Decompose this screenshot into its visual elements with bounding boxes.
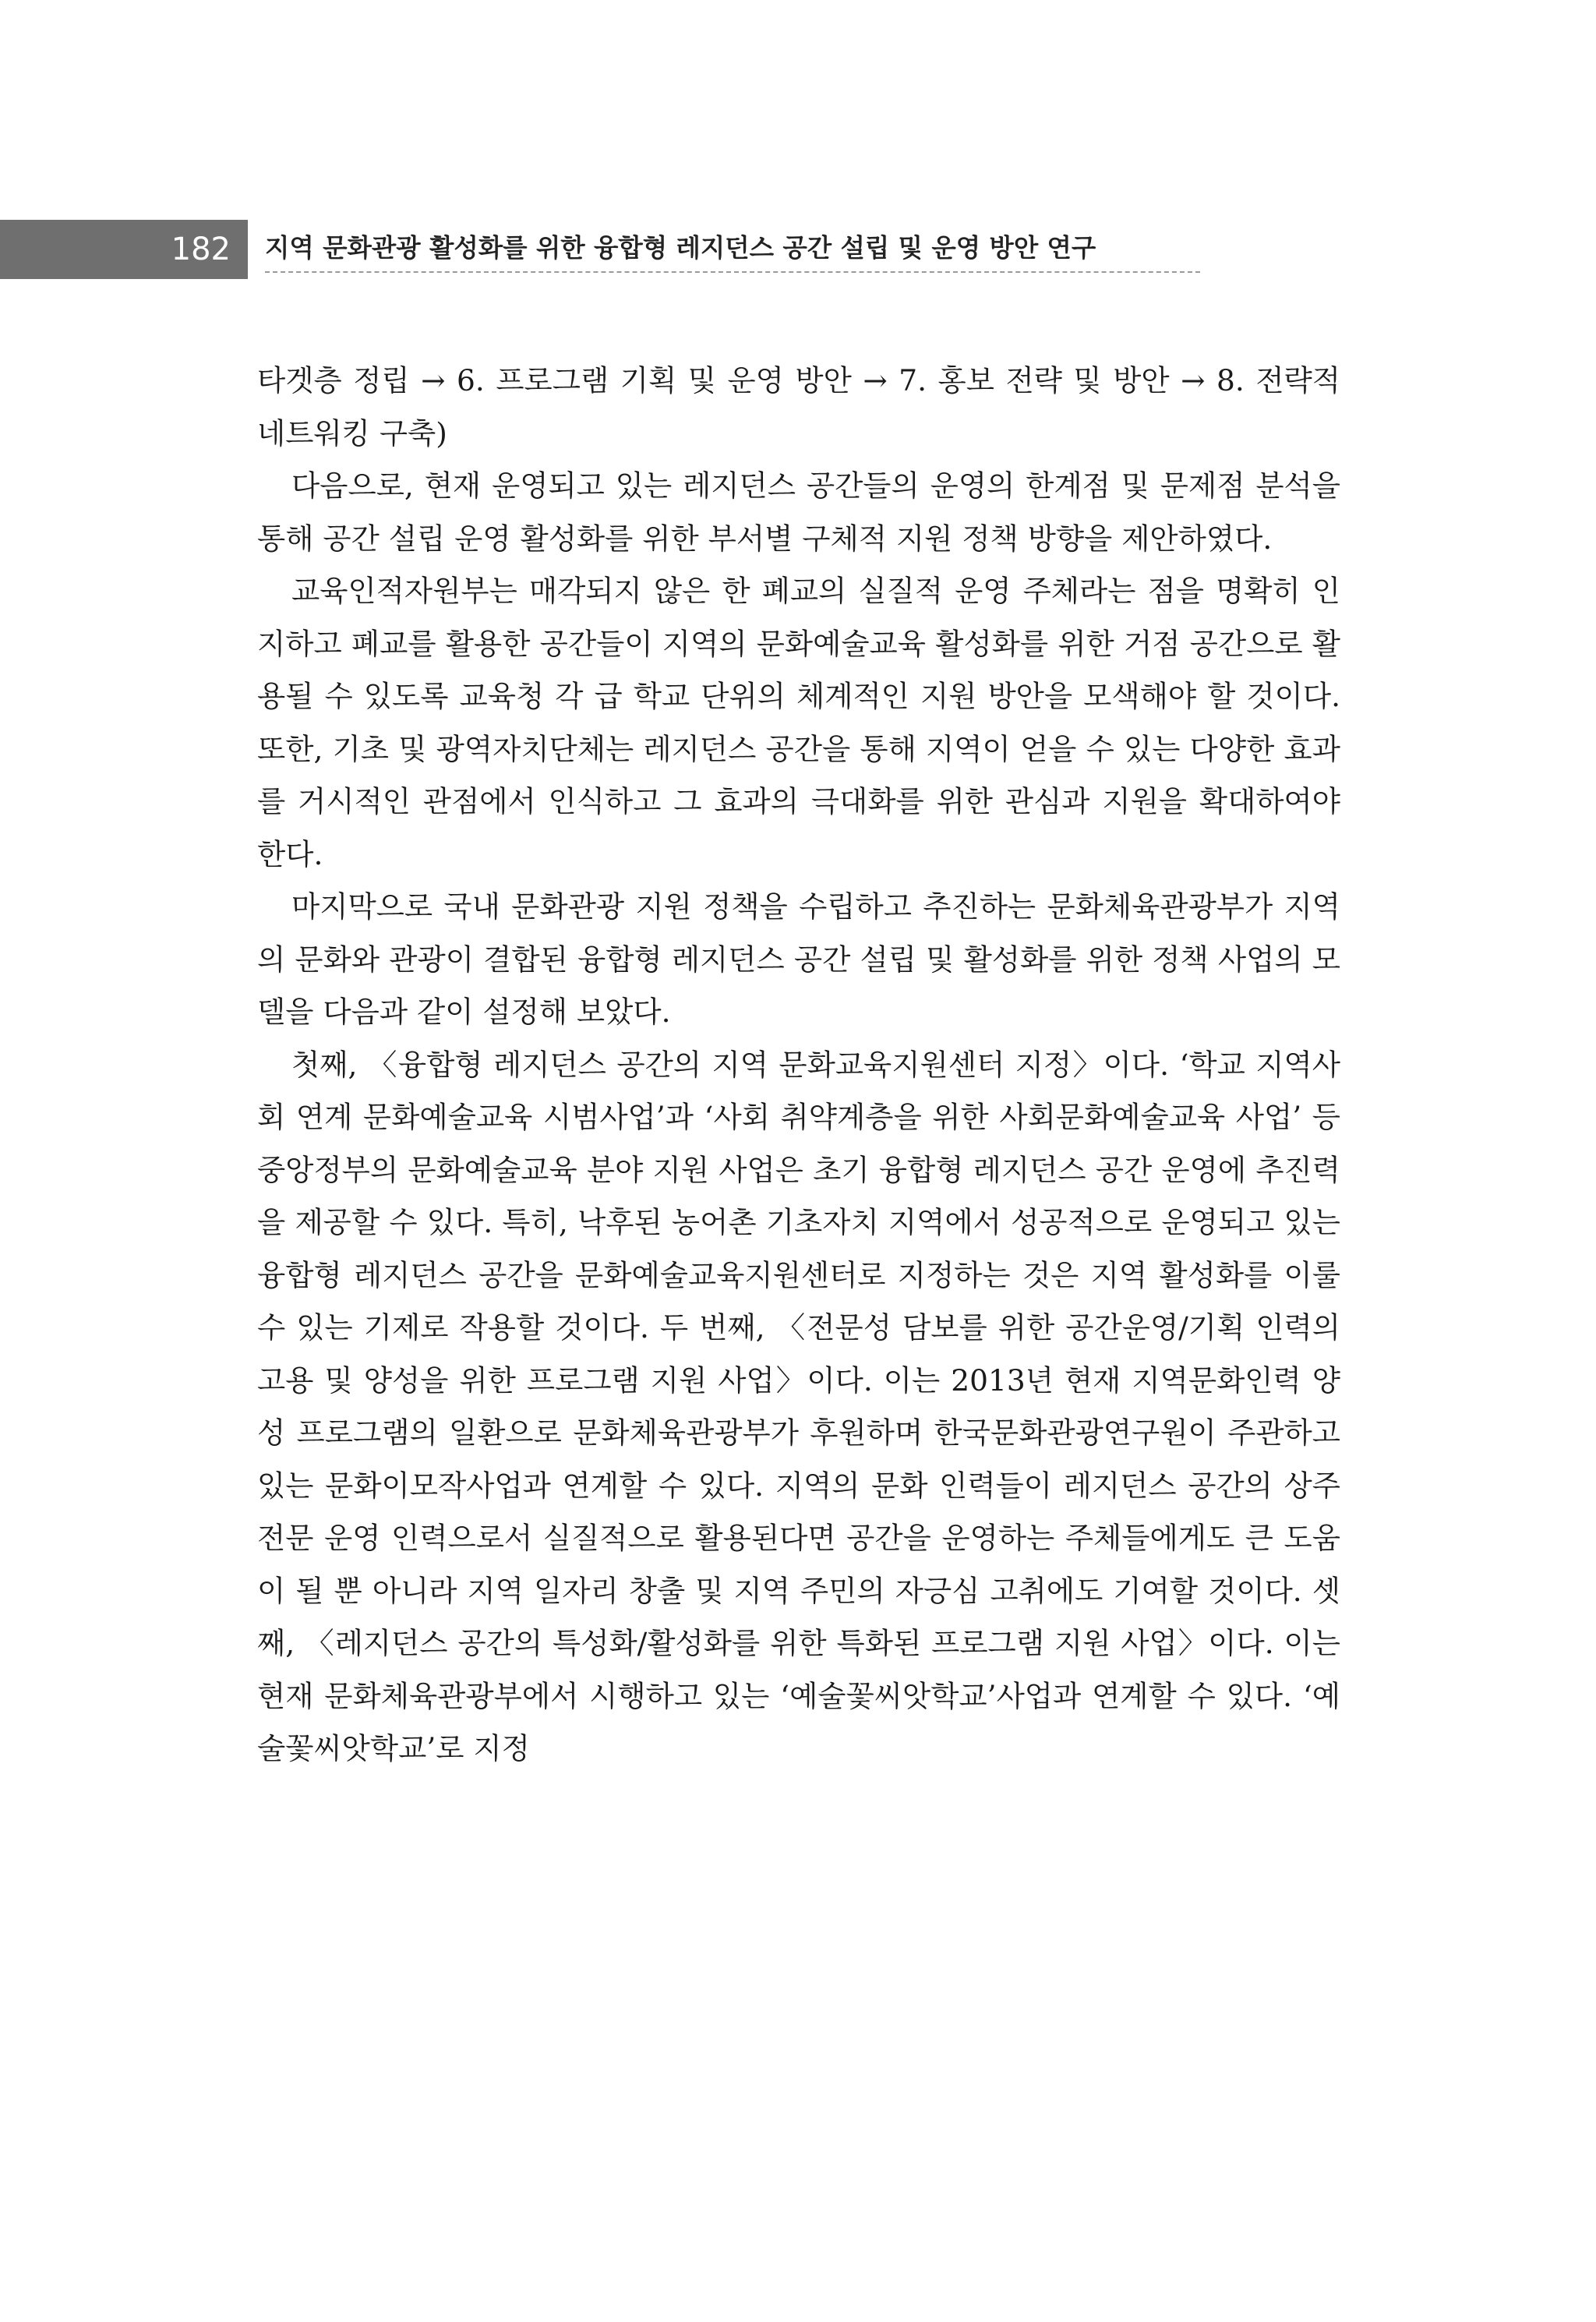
body-text (257, 355, 1340, 1776)
running-title: 지역 문화관광 활성화를 위한 융합형 레지던스 공간 설립 및 운영 방안 연구 (265, 224, 1200, 273)
paragraph: 교육인적자원부는 매각되지 않은 한 폐교의 실질적 운영 주체라는 점을 명확히 인지하고 폐교를 활용한 공간들이 지역의 문화예술교육 활성화를 위한 거점 공간으로 활용될 수 있도록 교육청 각 급 학교 단위의 체계적인 지원 방안을 모색해야 할 것이다. 또한, 기초 및 광역자치단체는 레지던스 공간을 통해 지역이 얻을 수 있는 다양한 효과를 거시적인 관점에서 인식하고 그 효과의 극대화를 위한 관심과 지원을 확대하여야 한다. (257, 574, 1340, 871)
paragraph: 다음으로, 현재 운영되고 있는 레지던스 공간들의 운영의 한계점 및 문제점 분석을 통해 공간 설립 운영 활성화를 위한 부서별 구체적 지원 정책 방향을 제안하였다. (257, 468, 1340, 556)
paragraph-continued: 타겟층 정립 → 6. 프로그램 기획 및 운영 방안 → 7. 홍보 전략 및 방안 → 8. 전략적 네트워킹 구축) (257, 363, 1340, 451)
paragraph: 마지막으로 국내 문화관광 지원 정책을 수립하고 추진하는 문화체육관광부가 지역의 문화와 관광이 결합된 융합형 레지던스 공간 설립 및 활성화를 위한 정책 사업의 모델을 다음과 같이 설정해 보았다. (257, 889, 1340, 1029)
page-number: 182 (171, 231, 231, 267)
paragraph: 첫째, 〈융합형 레지던스 공간의 지역 문화교육지원센터 지정〉이다. ‘학교 지역사회 연계 문화예술교육 시범사업’과 ‘사회 취약계층을 위한 사회문화예술교육 사업’ 등 중앙정부의 문화예술교육 분야 지원 사업은 초기 융합형 레지던스 공간 운영에 추진력을 제공할 수 있다. 특히, 낙후된 농어촌 기초자치 지역에서 성공적으로 운영되고 있는 융합형 레지던스 공간을 문화예술교육지원센터로 지정하는 것은 지역 활성화를 이룰 수 있는 기제로 작용할 것이다. 두 번째, 〈전문성 담보를 위한 공간운영/기획 인력의 고용 및 양성을 위한 프로그램 지원 사업〉이다. 이는 2013년 현재 지역문화인력 양성 프로그램의 일환으로 문화체육관광부가 후원하며 한국문화관광연구원이 주관하고 있는 문화이모작사업과 연계할 수 있다. 지역의 문화 인력들이 레지던스 공간의 상주 전문 운영 인력으로서 실질적으로 활용된다면 공간을 운영하는 주체들에게도 큰 도움이 될 뿐 아니라 지역 일자리 창출 및 지역 주민의 자긍심 고취에도 기여할 것이다. 셋째, 〈레지던스 공간의 특성화/활성화를 위한 특화된 프로그램 지원 사업〉이다. 이는 현재 문화체육관광부에서 시행하고 있는 ‘예술꽃씨앗학교’사업과 연계할 수 있다. ‘예술꽃씨앗학교’로 지정 (257, 1047, 1340, 1765)
